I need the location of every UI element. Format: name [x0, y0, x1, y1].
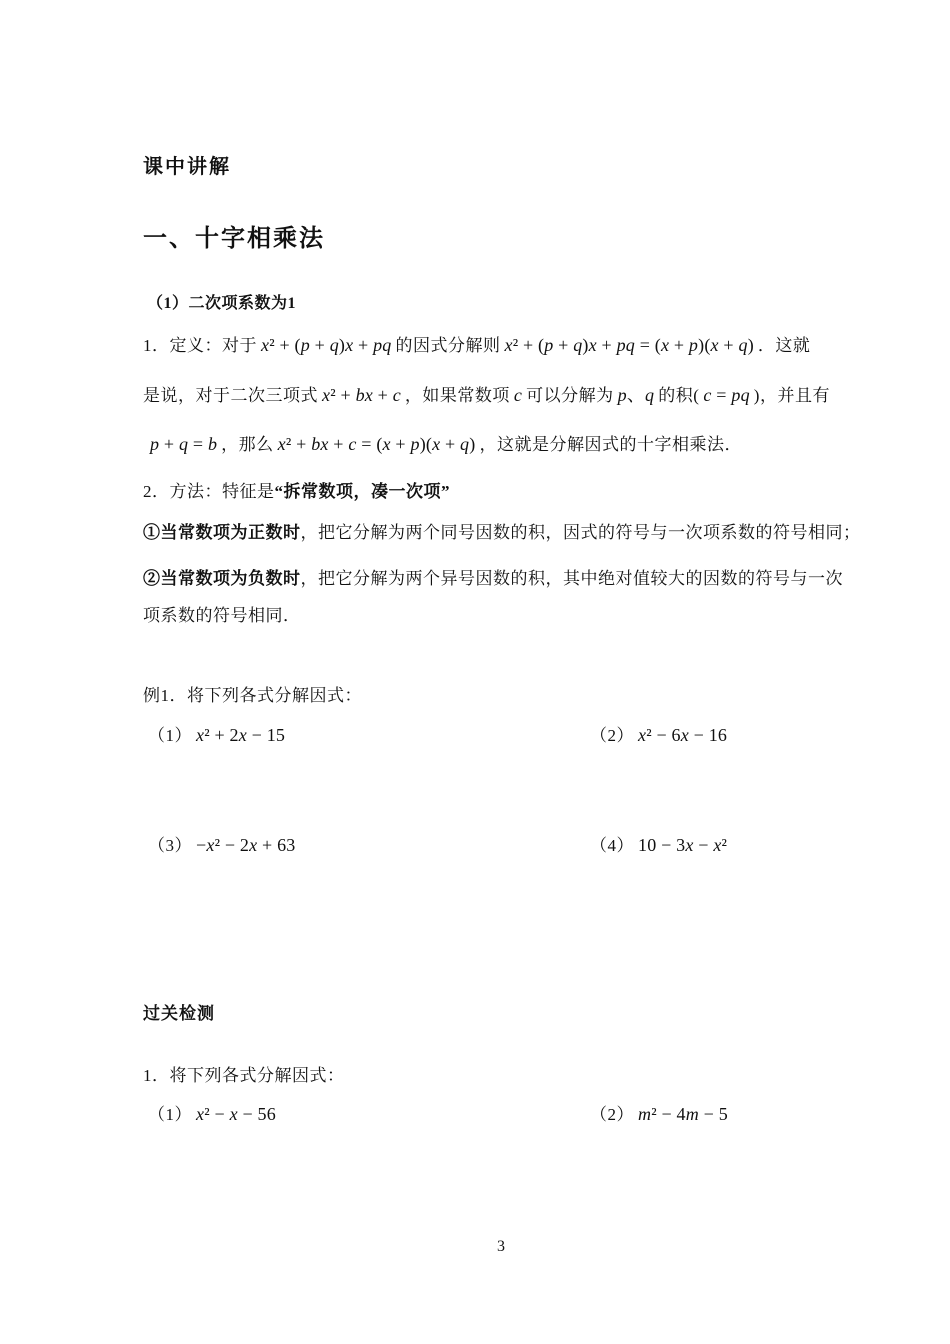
rule-positive-constant: [143, 518, 861, 543]
rule-bold-part: ①当常数项为正数时: [143, 523, 301, 542]
math-expression: −x² − 2x + 63: [196, 835, 296, 855]
math-expression: 10 − 3x − x²: [638, 835, 728, 855]
example-problem-1: [148, 721, 289, 746]
math-expression: x² + bx + c: [322, 385, 401, 405]
definition-line-2: [143, 381, 830, 407]
method-intro: 2．方法：特征是: [143, 482, 275, 501]
rule-text: 项系数的符号相同．: [143, 606, 301, 625]
math-expression: x² − x − 56: [196, 1104, 276, 1124]
definition-text: 是说，对于二次三项式: [143, 386, 318, 405]
math-expression: x² − 6x − 16: [638, 725, 728, 745]
example-problem-3: [148, 831, 299, 856]
definition-line-3: [146, 430, 742, 455]
problem-label: （4）: [590, 836, 634, 855]
definition-text: 1．定义：对于: [143, 336, 257, 355]
heading-lecture: 课中讲解: [143, 156, 231, 178]
example-problem-2: [590, 721, 731, 746]
definition-text: ．这就: [757, 336, 811, 355]
rule-negative-continuation: [143, 601, 301, 626]
definition-line-1: [143, 331, 810, 356]
problem-label: （1）: [148, 1105, 192, 1124]
problem-label: （2）: [590, 726, 634, 745]
definition-text: ，那么: [221, 435, 274, 454]
checkpoint-intro-text: 1．将下列各式分解因式：: [143, 1066, 345, 1085]
method-line: [143, 477, 450, 502]
math-expression: x² + bx + c = (x + p)(x + q): [277, 434, 476, 454]
definition-text: ，这就是分解因式的十字相乘法．: [479, 435, 742, 454]
definition-text: ，如果常数项: [404, 386, 510, 405]
math-expression: x² + (p + q)x + pq: [261, 335, 392, 355]
math-expression: x² + (p + q)x + pq = (x + p)(x + q): [504, 335, 754, 355]
checkpoint-problem-1: [148, 1100, 280, 1125]
checkpoint-title: 过关检测: [143, 1004, 215, 1023]
math-expression: p + q = b: [150, 434, 218, 454]
checkpoint-intro: [143, 1061, 345, 1086]
math-expression: p、q: [617, 385, 655, 405]
subheading-quadratic-coefficient-1: （1）二次项系数为1: [147, 295, 297, 312]
definition-text: 的积(: [658, 386, 700, 405]
rule-text: ，把它分解为两个异号因数的积，其中绝对值较大的因数的符号与一次: [300, 569, 843, 588]
example-problem-4: [590, 831, 731, 856]
checkpoint-problem-2: [590, 1100, 732, 1125]
problem-label: （3）: [148, 836, 192, 855]
example-title-text: 例1．将下列各式分解因式：: [143, 686, 362, 705]
math-expression: m² − 4m − 5: [638, 1104, 728, 1124]
method-feature: “拆常数项，凑一次项”: [274, 482, 450, 501]
rule-negative-constant: [143, 564, 843, 589]
heading-section: 一、十字相乘法: [143, 226, 325, 252]
math-expression: c = pq: [703, 385, 750, 405]
definition-text: )，并且有: [753, 386, 830, 405]
rule-text: ，把它分解为两个同号因数的积，因式的符号与一次项系数的符号相同；: [300, 523, 861, 542]
problem-label: （2）: [590, 1105, 634, 1124]
definition-text: 可以分解为: [526, 386, 614, 405]
problem-label: （1）: [148, 726, 192, 745]
rule-bold-part: ②当常数项为负数时: [143, 569, 301, 588]
example-title: [143, 681, 362, 706]
definition-text: 的因式分解则: [395, 336, 501, 355]
page-number: 3: [497, 1238, 505, 1255]
math-expression: x² + 2x − 15: [196, 725, 286, 745]
math-expression: c: [513, 385, 523, 405]
